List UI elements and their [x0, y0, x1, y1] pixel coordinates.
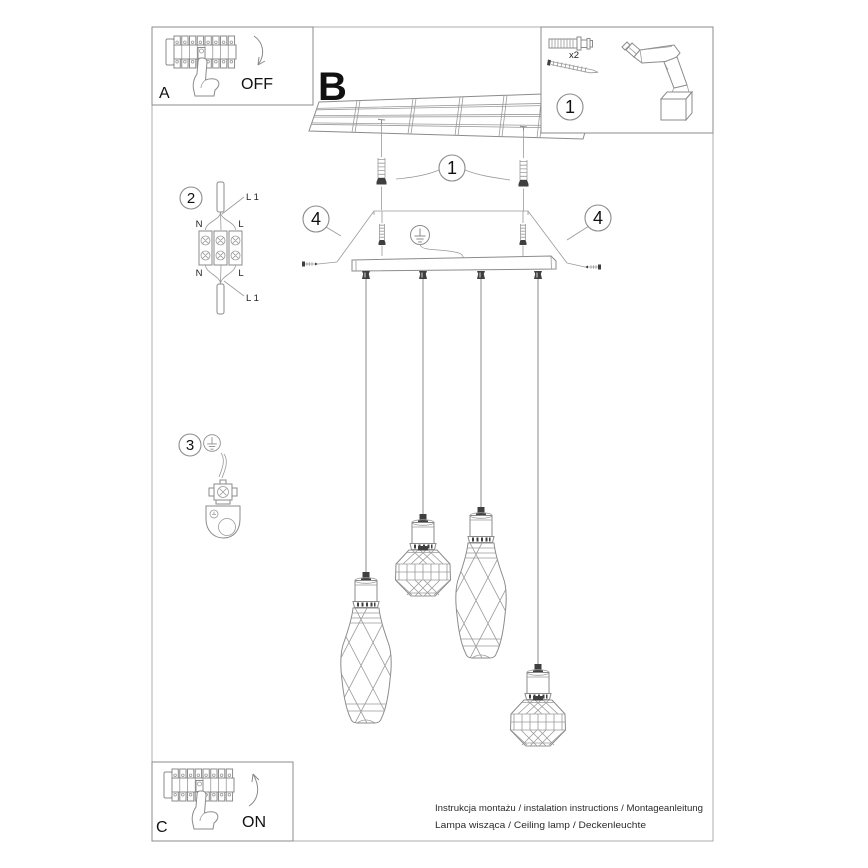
power-cable-top — [217, 182, 224, 212]
cable-clamp-icon — [209, 480, 237, 504]
label-n-top: N — [195, 219, 203, 230]
canopy-install — [302, 205, 611, 279]
mounting-screws — [377, 155, 529, 211]
cord-grip — [534, 271, 542, 279]
lamp-socket — [410, 514, 436, 550]
mounting-bracket — [206, 506, 240, 538]
footer — [435, 803, 703, 830]
pendant-lamp-2 — [396, 514, 451, 596]
earth-symbol-icon — [204, 435, 221, 452]
screw-qty-label: x2 — [568, 50, 580, 61]
panel-a-label: A — [159, 85, 170, 102]
wires-bottom — [206, 265, 236, 284]
earth-wire — [219, 453, 226, 478]
label-n-bottom: N — [195, 268, 203, 279]
footer-line-1: Instrukcja montażu / instalation instructions / Montageanleitung — [435, 803, 703, 813]
canopy-bar — [352, 256, 556, 271]
panel-c-label: C — [156, 819, 168, 836]
mounting-screw-icon — [377, 158, 387, 185]
canopy-callout-right: 4 — [592, 208, 604, 228]
screw-leader-lines — [382, 124, 524, 159]
canopy-screw-icon — [520, 224, 527, 245]
bottle-cage-shade — [282, 606, 464, 725]
panel-a — [152, 27, 313, 105]
diamond-cage-shade — [511, 696, 566, 746]
parts-callout-number: 1 — [564, 97, 576, 117]
earth-symbol-icon — [411, 226, 430, 245]
clamp-callout-number: 3 — [185, 437, 195, 454]
guide-slants — [337, 211, 567, 263]
lamp-socket — [525, 664, 551, 700]
panel-c-action: ON — [242, 814, 266, 831]
panel-a-action: OFF — [241, 76, 273, 93]
panel-c — [152, 762, 293, 841]
label-l-top: L — [238, 219, 244, 230]
sheet-border — [152, 27, 713, 841]
label-l-bottom: L — [238, 268, 244, 279]
label-l1-top: L 1 — [246, 192, 259, 203]
diamond-cage-shade — [396, 546, 451, 596]
section-b-label: B — [318, 65, 347, 109]
screws-callout-number: 1 — [446, 158, 458, 178]
alignment-guide — [374, 211, 528, 215]
cord-grip — [419, 271, 427, 279]
cord-grip — [477, 271, 485, 279]
canopy-screw-icon — [379, 224, 386, 245]
lamp-socket — [468, 507, 494, 543]
parts-box — [541, 27, 713, 133]
terminal-callout-number: 2 — [186, 190, 196, 207]
mounting-screw-icon — [519, 160, 529, 187]
label-l1-bottom: L 1 — [246, 293, 259, 304]
wires-top — [206, 212, 236, 230]
pendant-lamp-4 — [511, 664, 566, 746]
canopy-callout-left: 4 — [310, 209, 322, 229]
side-screw-icon — [585, 265, 601, 270]
power-cable-bottom — [217, 284, 224, 314]
earth-clamp-step — [179, 434, 240, 538]
side-screw-icon — [302, 262, 318, 267]
cord-grip — [362, 271, 370, 279]
terminal-block-step — [180, 182, 259, 314]
lamp-socket — [353, 572, 379, 608]
footer-line-2: Lampa wisząca / Ceiling lamp / Deckenleuchte — [435, 820, 646, 830]
terminal-block — [199, 231, 242, 265]
